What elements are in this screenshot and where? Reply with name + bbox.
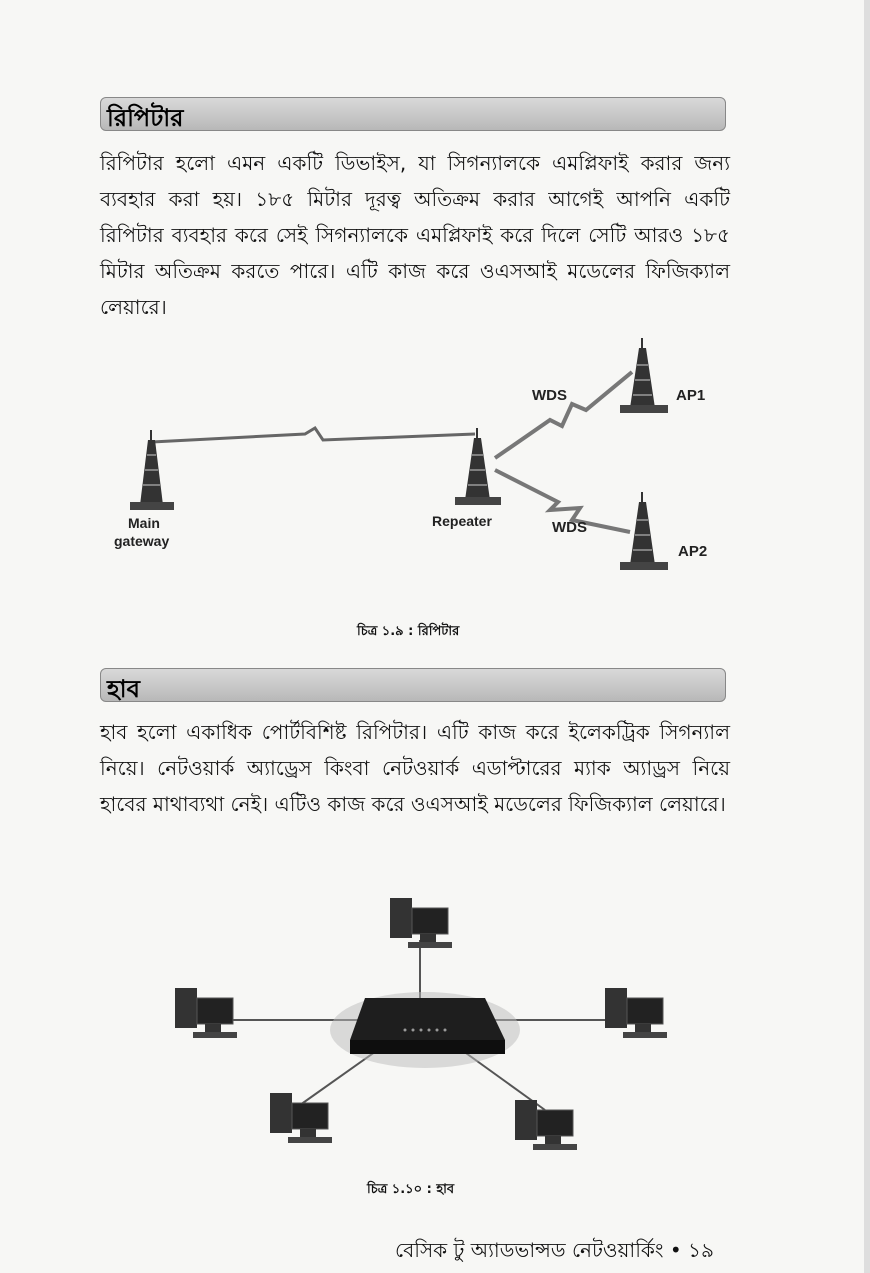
computer-bottom-left-icon [270, 1093, 332, 1143]
repeater-diagram [110, 330, 750, 590]
main-gateway-label-2: gateway [114, 533, 170, 549]
wds-label-bottom: WDS [552, 519, 587, 536]
hub-device-icon [330, 992, 520, 1068]
repeater-tower-icon [455, 428, 501, 505]
ap2-label: AP2 [678, 543, 708, 560]
ap1-label: AP1 [676, 387, 706, 404]
page-footer [395, 1236, 714, 1269]
page-edge [864, 0, 870, 1273]
wds-label-top: WDS [532, 387, 567, 404]
hub-figure-caption: চিত্র ১.১০ : হাব [367, 1182, 455, 1197]
computer-bottom-right-icon [515, 1100, 577, 1150]
repeater-figure-caption: চিত্র ১.৯ : রিপিটার [357, 624, 460, 639]
book-title: বেসিক টু অ্যাডভান্সড নেটওয়ার্কিং [395, 1238, 664, 1262]
repeater-label: Repeater [432, 513, 492, 529]
computer-left-icon [175, 988, 237, 1038]
computer-right-icon [605, 988, 667, 1038]
gateway-repeater-link [152, 428, 475, 442]
repeater-ap1-link [495, 372, 632, 458]
page-number: ১৯ [688, 1238, 714, 1262]
hub-paragraph: হাব হলো একাধিক পোর্টবিশিষ্ট রিপিটার। এটি কাজ করে ইলেকট্রিক সিগন্যাল নিয়ে। নেটওয়ার্ক অ্যাড্রেস কিংবা নেটওয়ার্ক এডাপ্টারের ম্যাক অ্যাড্রস নিয়ে হাবের মাথাব্যথা নেই। এটিও কাজ করে ওএসআই মডেলের ফিজিক্যাল লেয়ারে। [100, 720, 730, 816]
section-title: রিপিটার [107, 104, 184, 132]
section-heading-hub [100, 668, 726, 702]
section-title: হাব [107, 675, 140, 703]
hub-diagram [160, 880, 680, 1160]
bullet-separator: • [669, 1238, 689, 1262]
repeater-paragraph: রিপিটার হলো এমন একটি ডিভাইস, যা সিগন্যালকে এমপ্লিফাই করার জন্য ব্যবহার করা হয়। ১৮৫ মিটার দূরত্ব অতিক্রম করার আগেই আপনি একটি রিপিটার ব্যবহার করে সেই সিগন্যালকে এমপ্লিফাই করে দিলে সেটি আরও ১৮৫ মিটার অতিক্রম করতে পারে। এটি কাজ করে ওএসআই মডেলের ফিজিক্যাল লেয়ারে। [100, 151, 730, 319]
computer-top-icon [390, 898, 452, 948]
main-gateway-label-1: Main [128, 515, 160, 531]
section-heading-repeater [100, 97, 726, 131]
